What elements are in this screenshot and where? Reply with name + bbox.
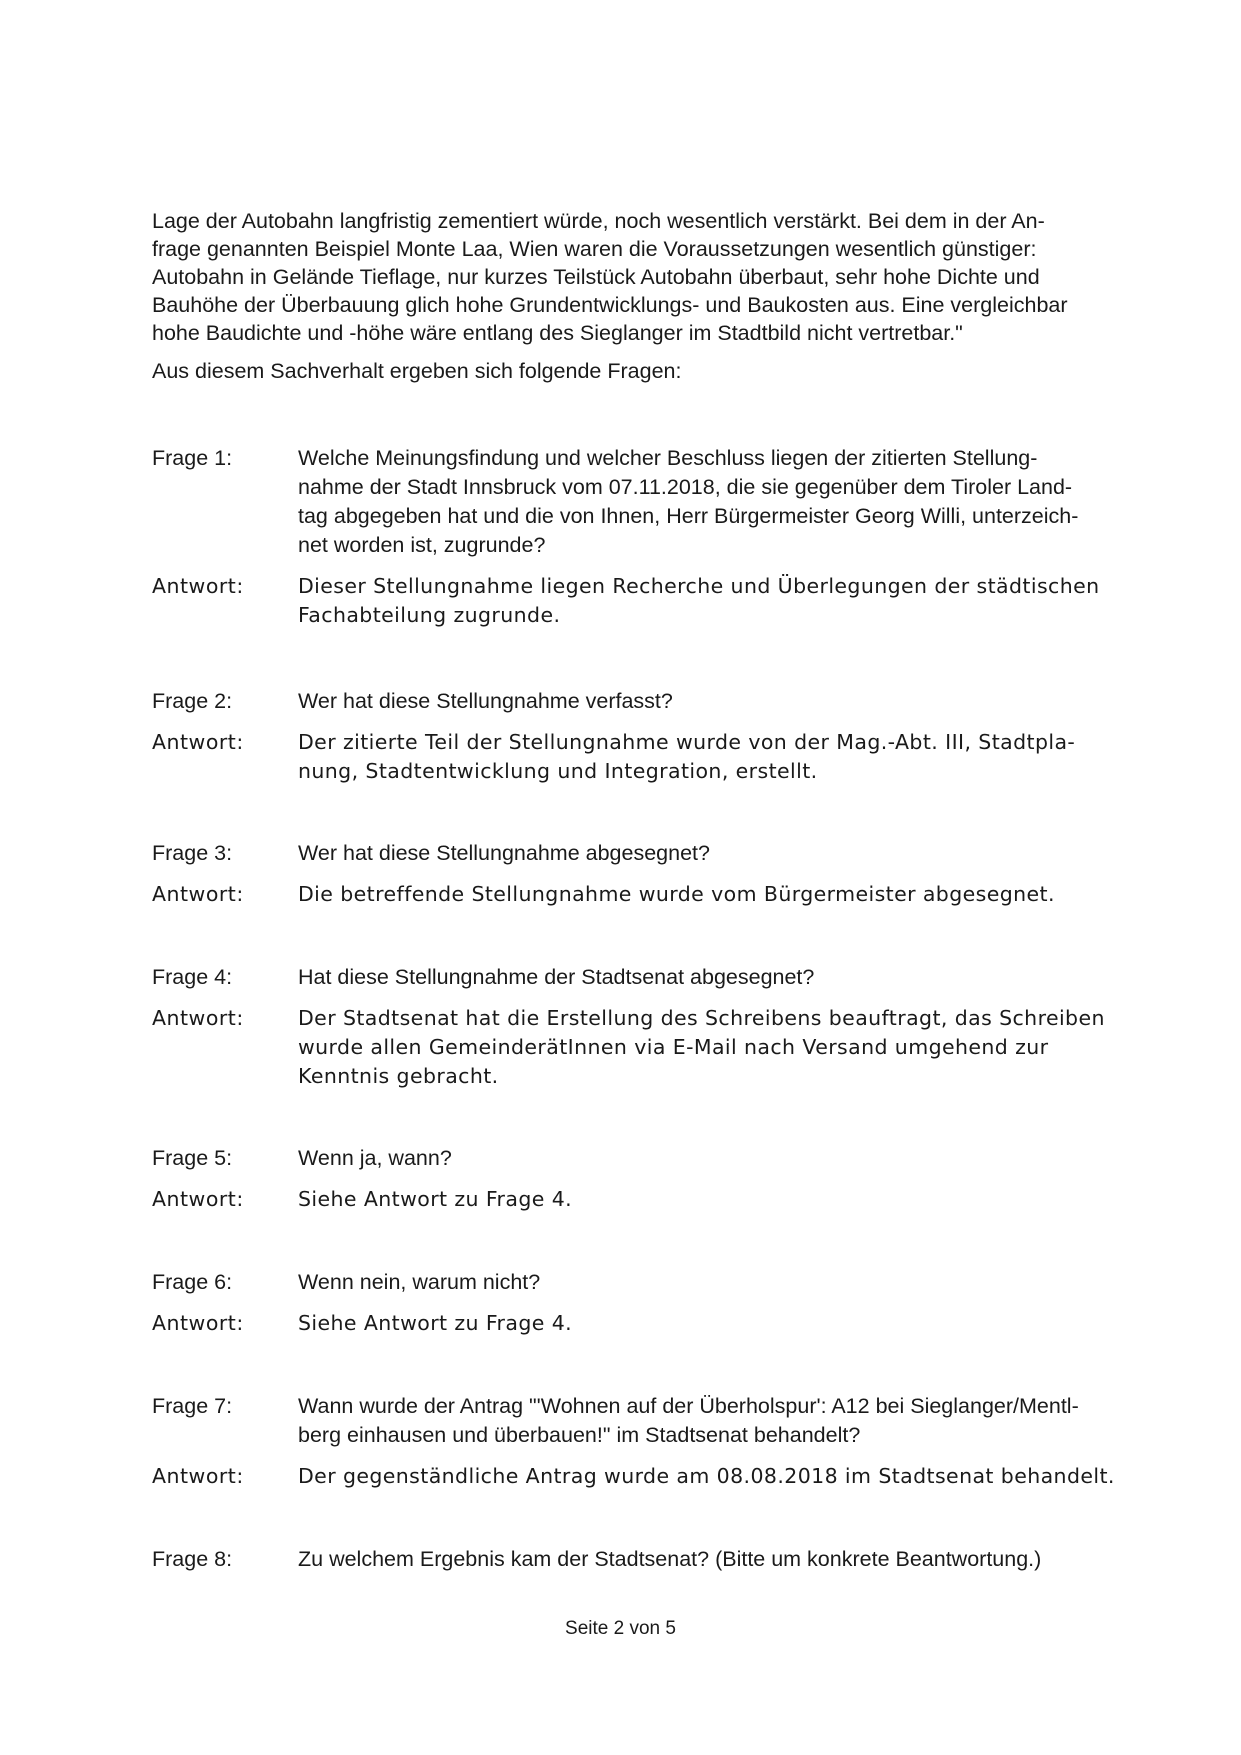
answer-label: Antwort:: [152, 1006, 244, 1030]
question-text: Wenn nein, warum nicht?: [298, 1270, 541, 1294]
answer-label: Antwort:: [152, 730, 244, 754]
answer-text: Dieser Stellungnahme liegen Recherche und Überlegungen der städtischen Fachabteilung zugrunde.: [298, 574, 1100, 627]
answer-row: [152, 1462, 1142, 1491]
intro-paragraph: Lage der Autobahn langfristig zementiert würde, noch wesentlich verstärkt. Bei dem in der An- frage genannten Beispiel Monte Laa, Wien waren die Voraussetzungen wesentlich günstiger: Autobahn in Gelände Tieflage, nur kurzes Teilstück Autobahn überbaut, sehr hohe Dichte und Bauhöhe der Überbauung glich hohe Grundentwicklungs- und Baukosten aus. Eine vergleichbar hohe Baudichte und -höhe wäre entlang des Sieglanger im Stadtbild nicht vertretbar.": [152, 209, 1068, 345]
answer-text: Die betreffende Stellungnahme wurde vom Bürgermeister abgesegnet.: [298, 882, 1055, 906]
answer-text: Der Stadtsenat hat die Erstellung des Schreibens beauftragt, das Schreiben wurde allen GemeinderätInnen via E-Mail nach Versand umgehend zur Kenntnis gebracht.: [298, 1006, 1105, 1088]
question-text: Welche Meinungsfindung und welcher Beschluss liegen der zitierten Stellung- nahme der Stadt Innsbruck vom 07.11.2018, die sie gegenüber dem Tiroler Land- tag abgegeben hat und die von Ihnen, Herr Bürgermeister Georg Willi, unterzeich- net worden ist, zugrunde?: [298, 446, 1079, 557]
question-text: Wann wurde der Antrag "'Wohnen auf der Überholspur': A12 bei Sieglanger/Mentl- berg einhausen und überbauen!" im Stadtsenat behandelt?: [298, 1394, 1079, 1447]
answer-text: Der gegenständliche Antrag wurde am 08.08.2018 im Stadtsenat behandelt.: [298, 1464, 1115, 1488]
answer-row: [152, 1004, 1142, 1091]
question-label: Frage 7:: [152, 1394, 233, 1418]
intro-section: [152, 207, 1112, 385]
question-label: Frage 4:: [152, 965, 233, 989]
answer-text: Der zitierte Teil der Stellungnahme wurde von der Mag.-Abt. III, Stadtpla- nung, Stadtentwicklung und Integration, erstellt.: [298, 730, 1076, 783]
question-row: [152, 839, 1142, 868]
answer-row: [152, 728, 1142, 786]
question-label: Frage 8:: [152, 1547, 233, 1571]
answer-row: [152, 572, 1142, 630]
qa-block-6: [152, 1268, 1142, 1338]
answer-label: Antwort:: [152, 574, 244, 598]
question-text: Hat diese Stellungnahme der Stadtsenat abgesegnet?: [298, 965, 815, 989]
qa-block-1: [152, 444, 1142, 630]
qa-block-2: [152, 687, 1142, 786]
question-row: [152, 1545, 1142, 1574]
question-row: [152, 1268, 1142, 1297]
qa-block-5: [152, 1144, 1142, 1214]
answer-label: Antwort:: [152, 1464, 244, 1488]
question-label: Frage 1:: [152, 446, 233, 470]
question-row: [152, 1144, 1142, 1173]
answer-text: Siehe Antwort zu Frage 4.: [298, 1187, 573, 1211]
question-label: Frage 6:: [152, 1270, 233, 1294]
question-row: [152, 1392, 1142, 1450]
question-row: [152, 963, 1142, 992]
question-text: Wenn ja, wann?: [298, 1146, 452, 1170]
qa-block-8: [152, 1545, 1142, 1574]
answer-label: Antwort:: [152, 1187, 244, 1211]
answer-label: Antwort:: [152, 1311, 244, 1335]
answer-row: [152, 1309, 1142, 1338]
page-number-footer: Seite 2 von 5: [565, 1618, 676, 1639]
question-text: Wer hat diese Stellungnahme verfasst?: [298, 689, 673, 713]
qa-block-7: [152, 1392, 1142, 1491]
answer-row: [152, 880, 1142, 909]
question-row: [152, 687, 1142, 716]
answer-text: Siehe Antwort zu Frage 4.: [298, 1311, 573, 1335]
answer-row: [152, 1185, 1142, 1214]
question-label: Frage 3:: [152, 841, 233, 865]
question-row: [152, 444, 1142, 560]
question-label: Frage 2:: [152, 689, 233, 713]
qa-block-3: [152, 839, 1142, 909]
question-text: Wer hat diese Stellungnahme abgesegnet?: [298, 841, 710, 865]
intro-lead-sentence: Aus diesem Sachverhalt ergeben sich folgende Fragen:: [152, 359, 682, 383]
answer-label: Antwort:: [152, 882, 244, 906]
question-label: Frage 5:: [152, 1146, 233, 1170]
question-text: Zu welchem Ergebnis kam der Stadtsenat? (Bitte um konkrete Beantwortung.): [298, 1547, 1042, 1571]
qa-block-4: [152, 963, 1142, 1091]
